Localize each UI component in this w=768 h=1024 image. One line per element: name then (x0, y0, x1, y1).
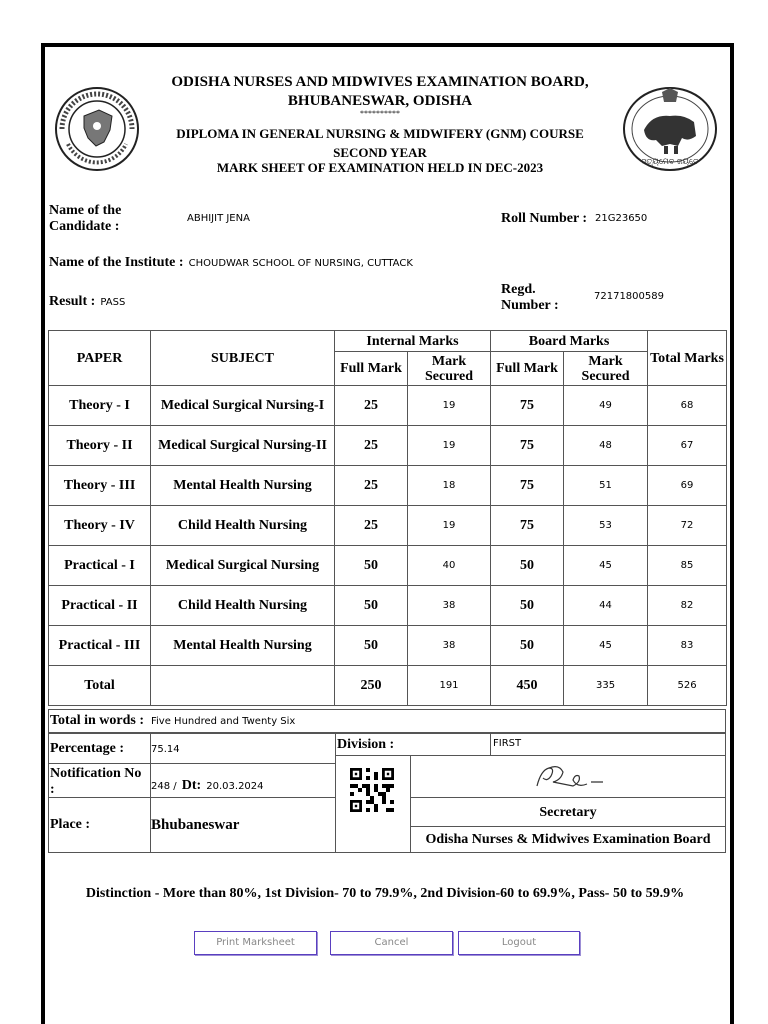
total-in-words-label: Total in words : (50, 713, 145, 728)
total-cell: 67 (648, 426, 727, 466)
internal-full-cell: 50 (335, 586, 408, 626)
notification-label-cell (48, 763, 151, 798)
subject-cell: Child Health Nursing (151, 506, 335, 546)
candidate-name-label: Name of the Candidate : (49, 203, 122, 234)
logout-button[interactable]: Logout (458, 931, 580, 955)
header-paper: PAPER (49, 331, 151, 386)
table-row (49, 626, 727, 666)
subject-cell: Medical Surgical Nursing-II (151, 426, 335, 466)
print-marksheet-button[interactable]: Print Marksheet (194, 931, 317, 955)
odisha-emblem-logo (622, 86, 718, 172)
course-title: DIPLOMA IN GENERAL NURSING & MIDWIFERY (GNM) COURSE (176, 126, 584, 141)
total-internal-secured-cell: 191 (408, 666, 491, 706)
division-value: FIRST (493, 738, 522, 749)
board-full-cell: 50 (491, 626, 564, 666)
secretary-title: Secretary (539, 805, 597, 820)
total-cell: 69 (648, 466, 727, 506)
division-label: Division : (337, 737, 395, 752)
paper-cell: Practical - III (49, 626, 151, 666)
subject-cell: Child Health Nursing (151, 586, 335, 626)
cancel-button[interactable]: Cancel (330, 931, 453, 955)
roll-number-value: 21G23650 (595, 213, 648, 224)
board-name-line2: BHUBANESWAR, ODISHA (287, 93, 473, 109)
header-internal-full-mark: Full Mark (335, 352, 408, 386)
division-label-cell (335, 733, 491, 756)
header-board-mark-secured: Mark Secured (564, 352, 648, 386)
table-row (49, 546, 727, 586)
qr-code-icon (350, 768, 394, 812)
result-label: Result : (49, 294, 96, 309)
total-cell: 82 (648, 586, 727, 626)
header-total-marks: Total Marks (648, 331, 727, 386)
candidate-name-value: ABHIJIT JENA (187, 213, 250, 224)
institute-line (49, 251, 413, 271)
marks-rows (49, 386, 727, 706)
total-label-cell: Total (49, 666, 151, 706)
board-name-footer: Odisha Nurses & Midwives Examination Board (425, 832, 711, 847)
regd-number-label: Regd. Number : (501, 282, 559, 313)
header-internal-mark-secured: Mark Secured (408, 352, 491, 386)
emblem-motto: ସତ୍ୟମେବ ଜୟତେ (641, 157, 699, 166)
internal-full-cell: 25 (335, 466, 408, 506)
place-value: Bhubaneswar (151, 817, 240, 833)
internal-secured-cell: 19 (408, 426, 491, 466)
internal-full-cell: 25 (335, 506, 408, 546)
secretary-cell (410, 797, 726, 827)
board-secured-cell: 48 (564, 426, 648, 466)
table-row (49, 426, 727, 466)
place-label-cell (48, 797, 151, 853)
result-line (49, 290, 125, 310)
board-secured-cell: 49 (564, 386, 648, 426)
board-secured-cell: 53 (564, 506, 648, 546)
board-secured-cell: 51 (564, 466, 648, 506)
institute-label: Name of the Institute : (49, 255, 184, 270)
board-name-line1: ODISHA NURSES AND MIDWIVES EXAMINATION BOARD, (171, 74, 589, 90)
signature-cell (410, 755, 726, 798)
internal-secured-cell: 38 (408, 626, 491, 666)
roll-number-label: Roll Number : (501, 211, 588, 226)
place-value-cell (150, 797, 336, 853)
division-value-cell (490, 733, 726, 756)
table-row (49, 586, 727, 626)
place-label: Place : (50, 817, 91, 832)
board-full-cell: 75 (491, 466, 564, 506)
exam-title: MARK SHEET OF EXAMINATION HELD IN DEC-2023 (216, 160, 544, 175)
board-full-cell: 75 (491, 506, 564, 546)
board-full-cell: 50 (491, 546, 564, 586)
total-internal-full-cell: 250 (335, 666, 408, 706)
paper-cell: Theory - II (49, 426, 151, 466)
header-board-marks: Board Marks (491, 331, 648, 352)
table-row (49, 466, 727, 506)
paper-cell: Practical - II (49, 586, 151, 626)
board-secured-cell: 45 (564, 546, 648, 586)
internal-secured-cell: 38 (408, 586, 491, 626)
total-in-words-row (48, 709, 726, 733)
board-secured-cell: 44 (564, 586, 648, 626)
board-full-cell: 50 (491, 586, 564, 626)
date-label: Dt: (181, 778, 202, 793)
internal-secured-cell: 19 (408, 386, 491, 426)
board-full-cell: 75 (491, 386, 564, 426)
subject-cell: Medical Surgical Nursing-I (151, 386, 335, 426)
course-year: SECOND YEAR (333, 145, 427, 160)
subject-cell: Medical Surgical Nursing (151, 546, 335, 586)
internal-secured-cell: 19 (408, 506, 491, 546)
internal-secured-cell: 18 (408, 466, 491, 506)
total-row (49, 666, 727, 706)
board-seal-logo (54, 86, 140, 172)
total-cell: 72 (648, 506, 727, 546)
board-name-cell (410, 826, 726, 853)
institute-value: CHOUDWAR SCHOOL OF NURSING, CUTTACK (188, 258, 413, 269)
internal-secured-cell: 40 (408, 546, 491, 586)
total-cell: 68 (648, 386, 727, 426)
secretary-signature (529, 760, 619, 794)
qr-code-cell (335, 755, 411, 853)
header-board-full-mark: Full Mark (491, 352, 564, 386)
table-row (49, 506, 727, 546)
header-internal-marks: Internal Marks (335, 331, 491, 352)
header-stars: ********** (360, 109, 400, 118)
total-cell: 83 (648, 626, 727, 666)
notification-value-cell (150, 763, 336, 798)
percentage-value: 75.14 (151, 744, 180, 755)
board-secured-cell: 45 (564, 626, 648, 666)
internal-full-cell: 25 (335, 426, 408, 466)
result-value: PASS (100, 297, 126, 308)
percentage-label-cell (48, 733, 151, 764)
total-subject-cell (151, 666, 335, 706)
paper-cell: Practical - I (49, 546, 151, 586)
header-subject: SUBJECT (151, 331, 335, 386)
total-board-secured-cell: 335 (564, 666, 648, 706)
board-full-cell: 75 (491, 426, 564, 466)
total-board-full-cell: 450 (491, 666, 564, 706)
division-criteria: Distinction - More than 80%, 1st Division- 70 to 79.9%, 2nd Division-60 to 69.9%, Pass- 50 to 59.9% (85, 886, 685, 901)
notification-label: Notification No : (50, 766, 142, 797)
paper-cell: Theory - IV (49, 506, 151, 546)
regd-number-value: 72171800589 (594, 291, 664, 302)
subject-cell: Mental Health Nursing (151, 626, 335, 666)
percentage-value-cell (150, 733, 336, 764)
internal-full-cell: 50 (335, 546, 408, 586)
internal-full-cell: 25 (335, 386, 408, 426)
table-row (49, 386, 727, 426)
marks-table (48, 330, 727, 706)
total-cell: 85 (648, 546, 727, 586)
paper-cell: Theory - III (49, 466, 151, 506)
subject-cell: Mental Health Nursing (151, 466, 335, 506)
percentage-label: Percentage : (50, 741, 124, 756)
notification-number: 248 / (151, 781, 177, 792)
grand-total-cell: 526 (648, 666, 727, 706)
date-value: 20.03.2024 (206, 781, 264, 792)
internal-full-cell: 50 (335, 626, 408, 666)
paper-cell: Theory - I (49, 386, 151, 426)
total-in-words-value: Five Hundred and Twenty Six (151, 716, 296, 727)
